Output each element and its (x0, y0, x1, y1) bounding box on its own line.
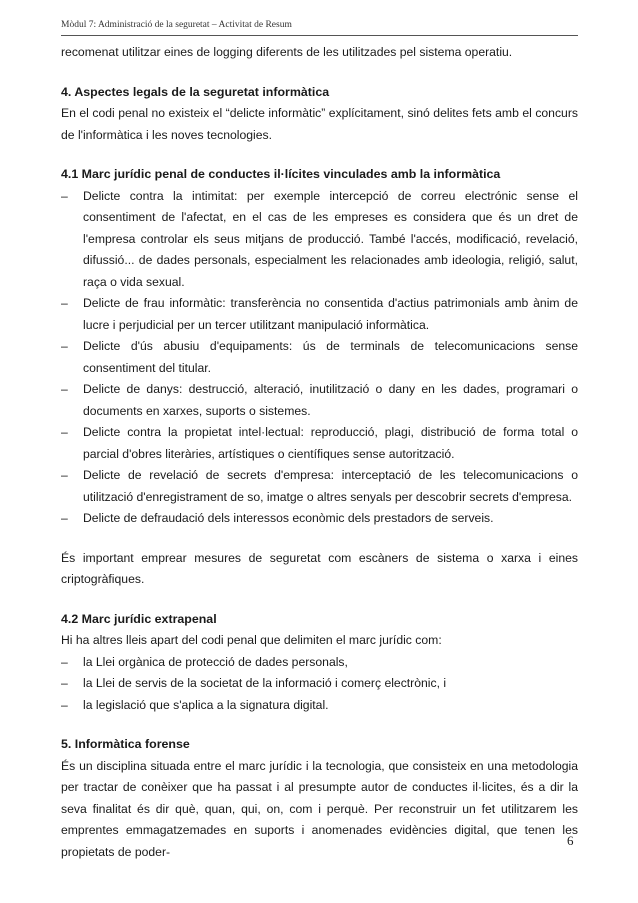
list-item: – Delicte de defraudació dels interessos econòmic dels prestadors de serveis. (61, 508, 578, 530)
section-5-title: 5. Informàtica forense (61, 737, 190, 751)
list-item: – Delicte contra la intimitat: per exemple intercepció de correu electrónic sense el consentiment de l'afectat, en el cas de les empreses es considera que és un dret de l'empresa controlar els seus mitjans de producció. També l'accés, modificació, revelació, difussió... de dades personals, especialment les relacionades amb ideologia, religió, salut, raça o vida sexual. (61, 186, 578, 294)
list-item: – la legislació que s'aplica a la signatura digital. (61, 695, 578, 717)
section-4-2-intro: Hi ha altres lleis apart del codi penal que delimiten el marc jurídic com: (61, 633, 442, 647)
header-divider (61, 35, 578, 36)
intro-paragraph: recomenat utilitzar eines de logging diferents de les utilitzades pel sistema operatiu. (61, 45, 513, 59)
list-item: – la Llei orgànica de protecció de dades personals, (61, 652, 578, 674)
section-4-1-title: 4.1 Marc jurídic penal de conductes il·lícites vinculades amb la informàtica (61, 167, 501, 181)
page-number: 6 (567, 833, 574, 848)
section-4-1-list (61, 186, 578, 530)
page-header: Mòdul 7: Administració de la seguretat – Activitat de Resum (61, 20, 292, 30)
list-item: – Delicte d'ús abusiu d'equipaments: ús de terminals de telecomunicacions sense consentiment del titular. (61, 336, 578, 379)
section-4-title: 4. Aspectes legals de la seguretat informàtica (61, 84, 330, 99)
page-body (61, 40, 578, 863)
section-4-paragraph: En el codi penal no existeix el “delicte informàtic” explícitament, sinó delites fets amb el concurs de l'informàtica i les noves tecnologies. (61, 106, 578, 142)
list-item: – Delicte contra la propietat intel·lectual: reproducció, plagi, distribució de forma total o parcial d'obres literàries, artístiques o científiques sense autorització. (61, 422, 578, 465)
section-5-paragraph: És un disciplina situada entre el marc jurídic i la tecnologia, que consisteix en una metodologia per tractar de conèixer que ha passat i al presumpte autor de conductes il·licites, és a dir la seva finalitat és dir què, quan, qui, on, com i perquè. Per reconstruir un fet utilitzarem les emprentes emmagatzemades en suports i anomenades evidències digital, que tenen les propietats de poder- (61, 758, 578, 859)
section-4-2-title: 4.2 Marc jurídic extrapenal (61, 611, 217, 626)
section-4-1-closing: És important emprear mesures de seguretat com escàners de sistema o xarxa i eines criptogràfiques. (61, 550, 578, 586)
list-item: – Delicte de revelació de secrets d'empresa: interceptació de les telecomunicacions o utilització d'enregistrament de so, imatge o altres senyals per descobrir secrets d'empresa. (61, 465, 578, 508)
section-4-2-list (61, 652, 578, 717)
list-item: – Delicte de frau informàtic: transferència no consentida d'actius patrimonials amb ànim de lucre i perjudicial per un tercer utilitzant manipulació informàtica. (61, 293, 578, 336)
list-item: – la Llei de servis de la societat de la informació i comerç electrònic, i (61, 673, 578, 695)
list-item: – Delicte de danys: destrucció, alteració, inutilització o dany en les dades, programari o documents en xarxes, suports o sistemes. (61, 379, 578, 422)
